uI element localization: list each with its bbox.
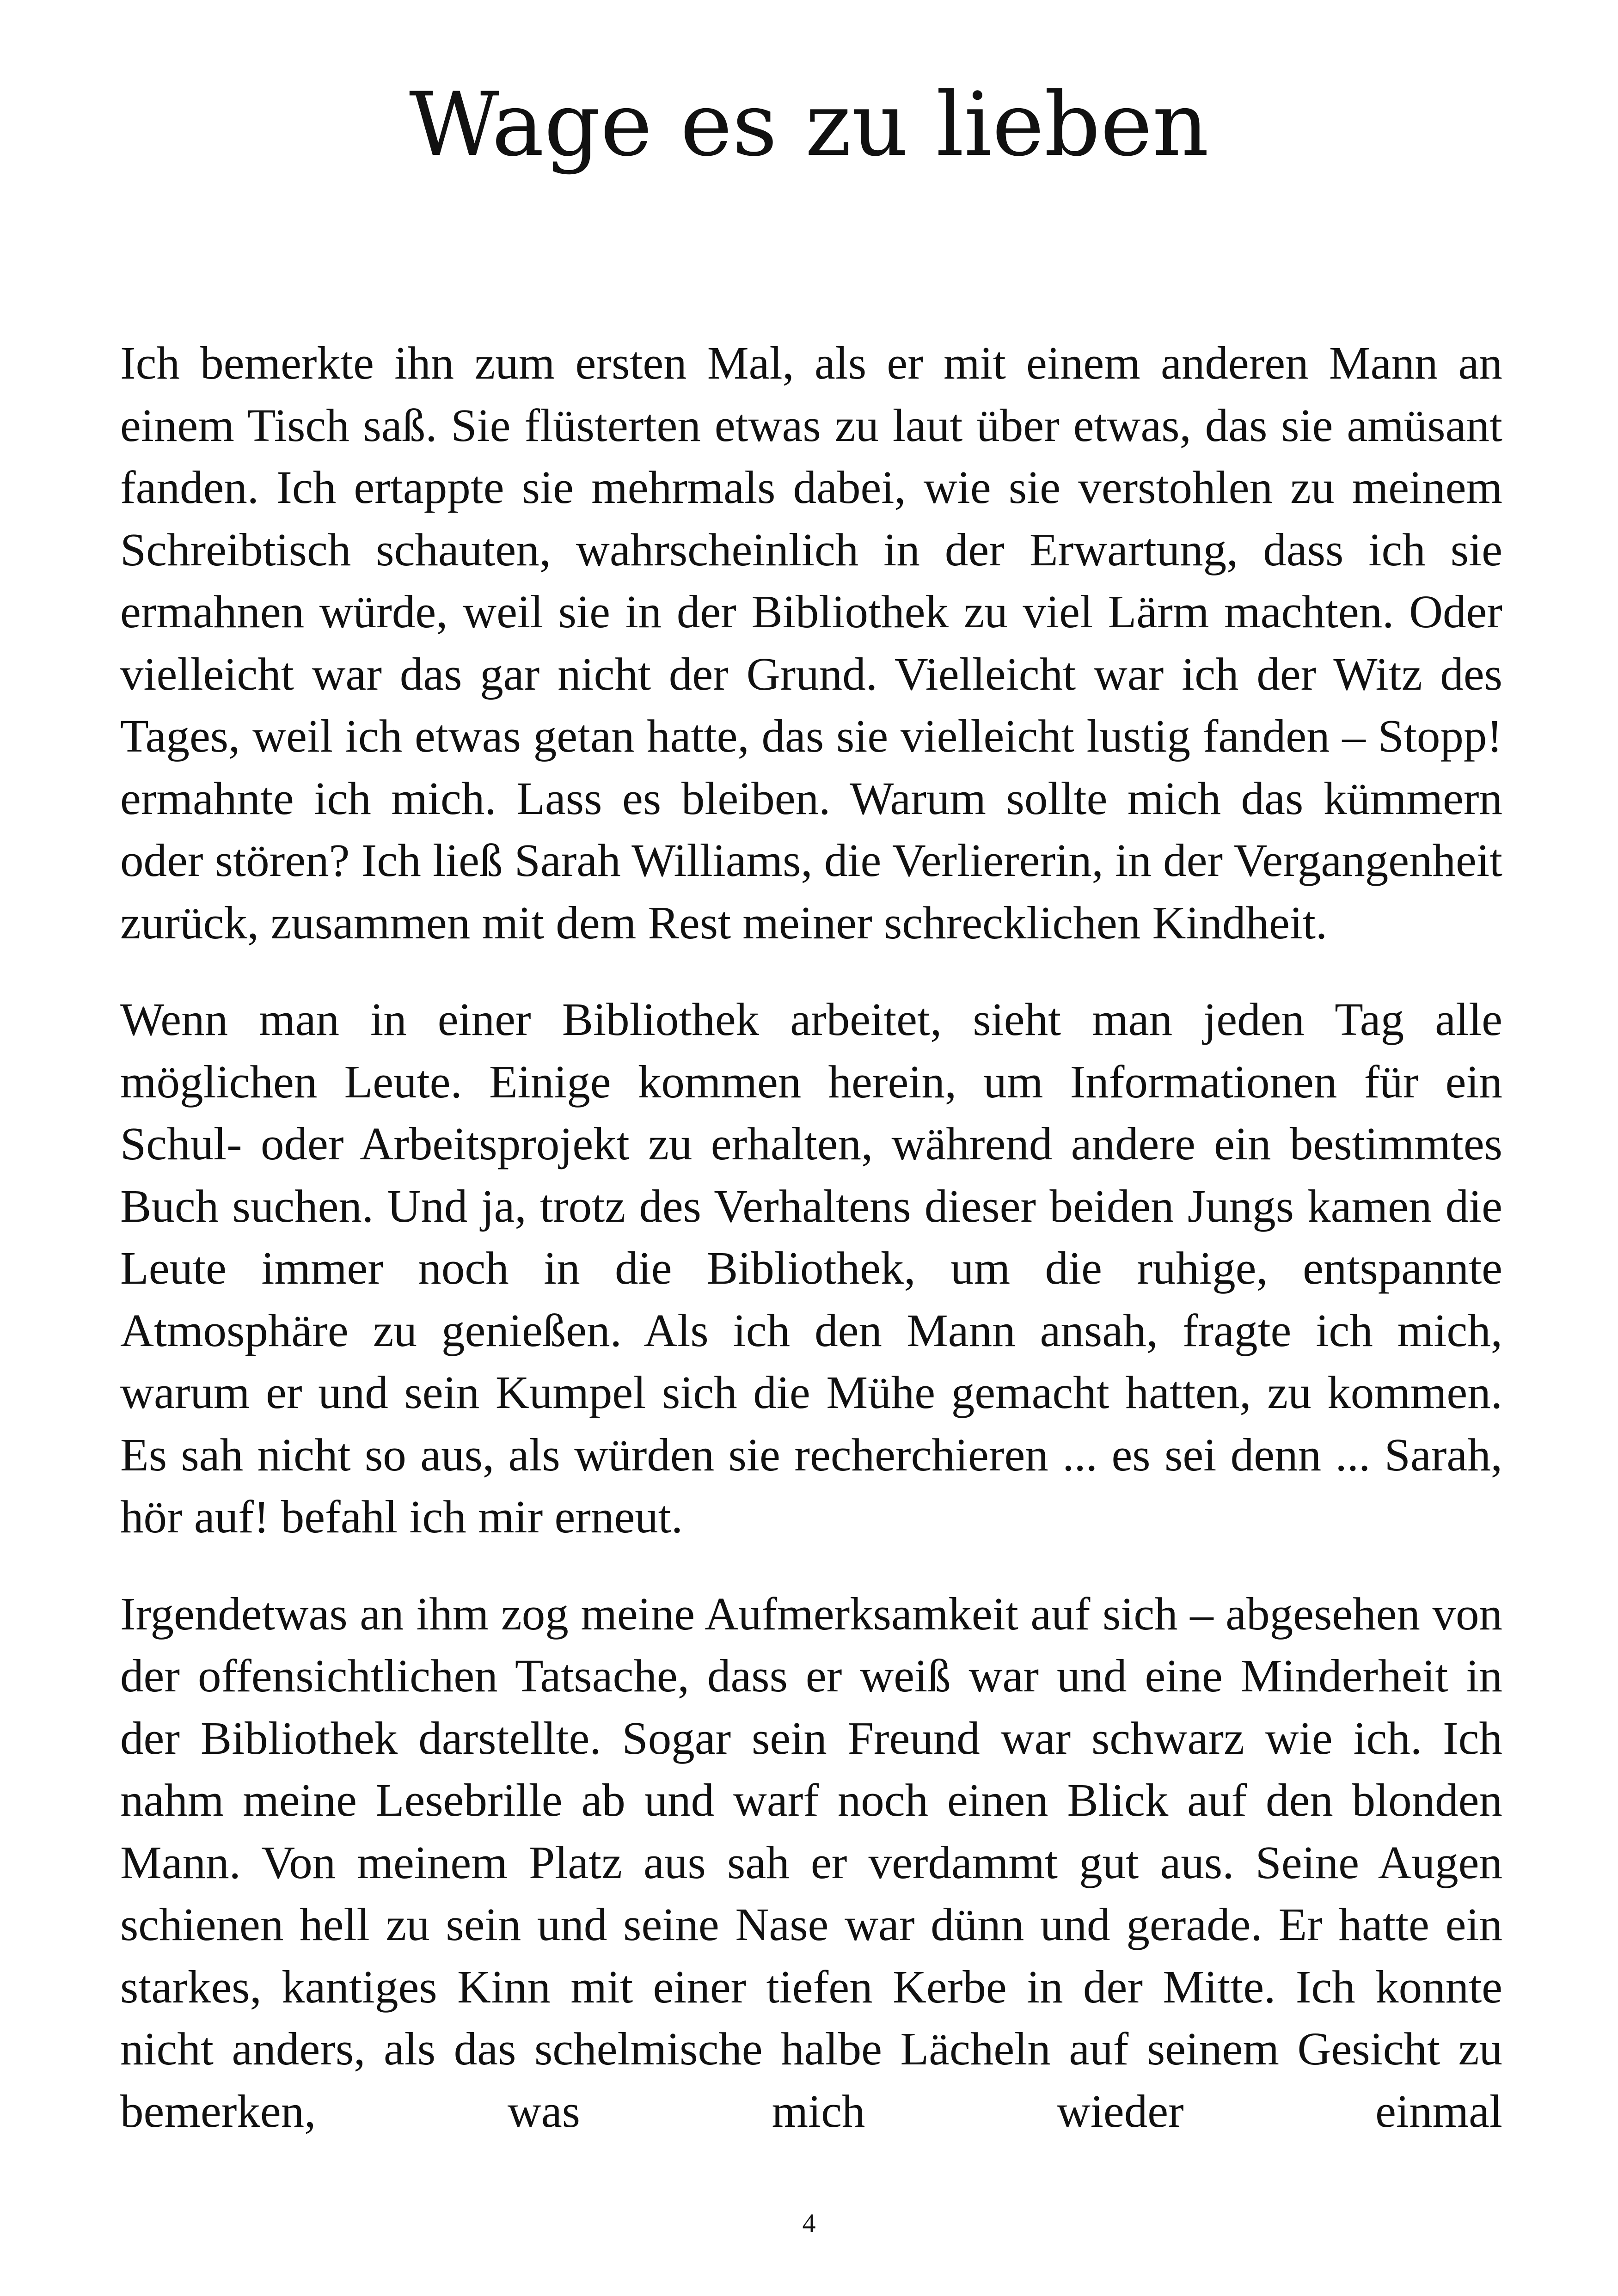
paragraph-2: Wenn man in einer Bibliothek arbeitet, sieht man jeden Tag alle möglichen Leute. Einige kommen herein, um Informationen für ein Schul- oder Arbeitsprojekt zu erhalten, während andere ein bestimmtes Buch suchen. Und ja, trotz des Verhaltens dieser beiden Jungs kamen die Leute immer noch in die Bibliothek, um die ruhige, entspannte Atmosphäre zu genießen. Als ich den Mann ansah, fragte ich mich, warum er und sein Kumpel sich die Mühe gemacht hatten, zu kommen. Es sah nicht so aus, als würden sie recherchieren ... es sei denn ... Sarah, hör auf! befahl ich mir erneut. bbox=[120, 993, 1502, 1543]
paragraph-1: Ich bemerkte ihn zum ersten Mal, als er mit einem anderen Mann an einem Tisch saß. Sie flüsterten etwas zu laut über etwas, das sie amüsant fanden. Ich ertappte sie mehrmals dabei, wie sie verstohlen zu meinem Schreibtisch schauten, wahrscheinlich in der Erwartung, dass ich sie ermahnen würde, weil sie in der Bibliothek zu viel Lärm machten. Oder vielleicht war das gar nicht der Grund. Vielleicht war ich der Witz des Tages, weil ich etwas getan hatte, das sie vielleicht lustig fanden – Stopp! ermahnte ich mich. Lass es bleiben. Warum sollte mich das kümmern oder stören? Ich ließ Sarah Williams, die Verliererin, in der Vergangenheit zurück, zusammen mit dem Rest meiner schrecklichen Kindheit. bbox=[120, 337, 1502, 949]
paragraph-3: Irgendetwas an ihm zog meine Aufmerksamkeit auf sich – abgesehen von der offensichtlichen Tatsache, dass er weiß war und eine Minderheit in der Bibliothek darstellte. Sogar sein Freund war schwarz wie ich. Ich nahm meine Lesebrille ab und warf noch einen Blick auf den blonden Mann. Von meinem Platz aus sah er verdammt gut aus. Seine Augen schienen hell zu sein und seine Nase war dünn und gerade. Er hatte ein starkes, kantiges Kinn mit einer tiefen Kerbe in der Mitte. Ich konnte nicht anders, als das schelmische halbe Lächeln auf seinem Gesicht zu bemerken, was mich wieder einmal bbox=[120, 1587, 1502, 2137]
page-title: Wage es zu lieben bbox=[409, 73, 1209, 176]
page-number: 4 bbox=[802, 2208, 816, 2238]
body-text bbox=[120, 332, 1502, 2177]
